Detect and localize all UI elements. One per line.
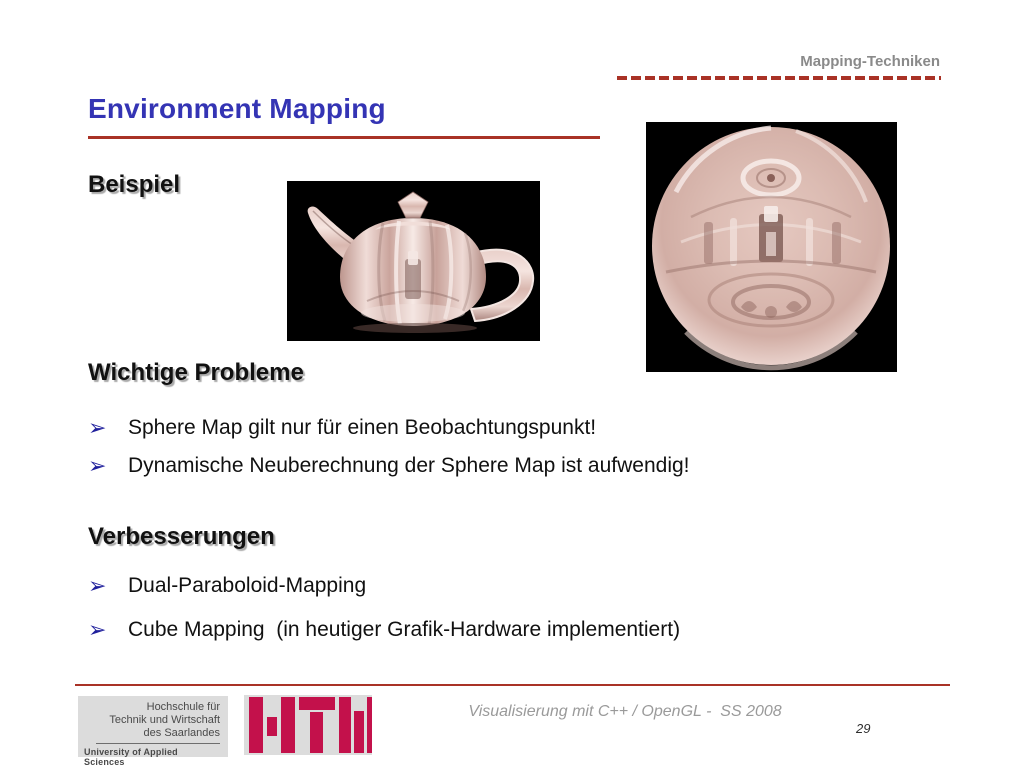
bullet-item <box>88 415 928 441</box>
institution-name-line1: Hochschule für <box>146 701 220 713</box>
htw-logo-bar <box>249 697 263 753</box>
heading-beispiel: Beispiel <box>88 171 181 198</box>
institution-name-line3: des Saarlandes <box>143 727 220 739</box>
sphere-map-graphic <box>646 122 897 372</box>
bullet-item <box>88 573 928 599</box>
arrow-bullet-icon: ➢ <box>88 415 107 440</box>
htw-logo-bar <box>267 717 277 736</box>
htw-logo-bar <box>281 697 295 753</box>
header-dashed-line <box>617 76 941 80</box>
arrow-bullet-icon: ➢ <box>88 573 107 598</box>
section-label: Mapping-Techniken <box>800 53 940 70</box>
title-underline <box>88 136 600 139</box>
bullet-text: Dynamische Neuberechnung der Sphere Map ist aufwendig! <box>128 454 690 477</box>
course-footer-label: Visualisierung mit C++ / OpenGL - SS 2008 <box>468 703 782 720</box>
bullet-text: Sphere Map gilt nur für einen Beobachtungspunkt! <box>128 416 597 439</box>
teapot-image <box>287 181 540 341</box>
page-title: Environment Mapping <box>88 93 386 124</box>
bullet-text: Dual-Paraboloid-Mapping <box>128 574 367 597</box>
sphere-map-image <box>646 122 897 372</box>
institution-box <box>78 696 228 767</box>
heading-probleme: Wichtige Probleme <box>88 359 304 386</box>
footer-divider-line <box>75 684 950 686</box>
heading-verbesserungen: Verbesserungen <box>88 523 275 550</box>
arrow-bullet-icon: ➢ <box>88 453 107 478</box>
teapot-graphic <box>287 181 540 341</box>
institution-divider <box>96 743 220 744</box>
institution-subtitle: University of Applied Sciences <box>84 747 178 767</box>
page-number: 29 <box>856 721 871 736</box>
institution-name-line2: Technik und Wirtschaft <box>109 714 220 726</box>
bullet-item <box>88 453 928 479</box>
arrow-bullet-icon: ➢ <box>88 617 107 642</box>
bullet-text: Cube Mapping (in heutiger Grafik-Hardware implementiert) <box>128 618 681 641</box>
bullet-item <box>88 617 928 643</box>
